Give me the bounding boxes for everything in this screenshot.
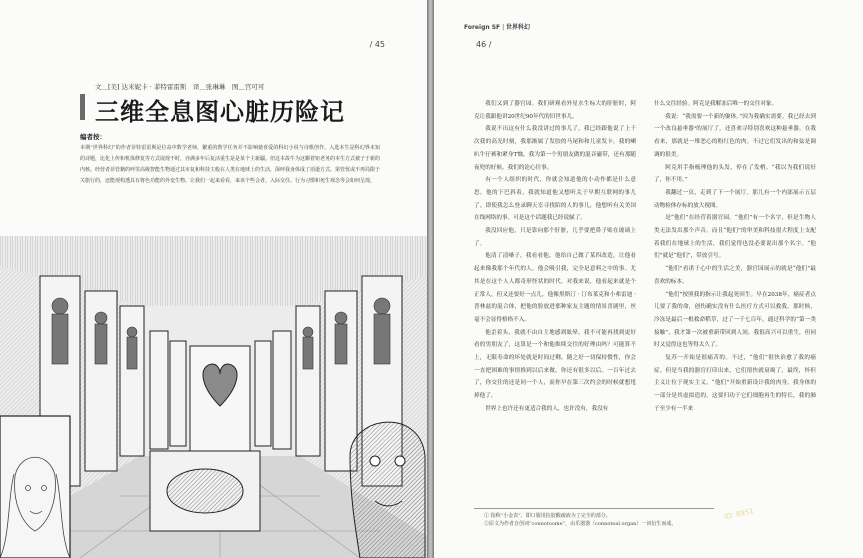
byline: 文＿[美] 达米妮卡 · 菲特雷雷斯 译＿张琳琳 图＿宫可可 <box>95 83 265 91</box>
book-gutter <box>427 0 434 558</box>
running-header <box>464 22 530 31</box>
right-page <box>434 0 863 558</box>
organ-museum-illustration <box>0 236 427 558</box>
paragraph: 什么交往经验。阿克是我解冻后唯一的交往对象。 <box>654 101 778 107</box>
footnote-1: ① 指称“小金表”，即口服用抗胶酸疏液为了完全的部分。 <box>484 513 611 519</box>
running-header-en: Foreign SF <box>464 24 501 31</box>
paragraph: 他清了清嗓子，我看看他。他给自己做了某四改造，让他看起来像我那个年代的人。他会吸引我，完全是意料之中的事。尤其是在这个人人都奇形怪状的时代。对我来说，他看起来就是个正常人，但又还要好一点儿。他像黑斯汀 · 汀布莱克和小弗雷迪 · 普林兹的混合体，把他的脸放进那种家友主题的情景喜剧里，丝毫不会显得格格不入。 <box>474 253 636 323</box>
paragraph: 世界上也许还有更适合我的人，也许没有，我没有 <box>485 405 609 412</box>
text-column-1 <box>474 98 636 416</box>
running-header-cn: 世界科幻 <box>506 24 531 31</box>
paragraph: 复苏一开始是很痛苦的。不过，“他们”很快治愈了我的癌症。但是当我的器官打印出来，它们很快就衰竭了。最终，怀但主义让位于现实主义。“他们”开始重新设计我的肉身。我身体的一部分是其虚拟造的，这要归功于它们细胞再生的特长，我的肺子至少有一半来 <box>654 355 816 412</box>
footnote-2: ②原文为作者自创词“connotoome”，由乐器器（connotoal organ）一词衍生而成。 <box>484 521 677 527</box>
watermark: ID: 8951 <box>723 506 755 522</box>
article-title: 三维全息图心脏历险记 <box>95 98 345 126</box>
running-header-separator: | <box>502 24 505 31</box>
page-number-right: 46 / <box>476 40 492 49</box>
footnote-rule <box>474 508 714 509</box>
paragraph: 我说：“我需要一个新的躯体。”因为我确实需要。我已经去到一个改良悬垂器¹的展厅了，还喜欢寻特别喜欢这种悬垂器。在我看来，那就是一堆恶心的粉红色的肉。不过它们发出的和弦是调调的很美。 <box>654 113 816 158</box>
text-column-2 <box>654 98 816 416</box>
left-page <box>0 0 427 558</box>
paragraph: 有一个人组织的时代，你就会知道他的小动作都是什么意思。他的下巴斜着，我就知道他又想听关于早期互联网的事儿了。即使我怎么登录聊天室寻找陌的人的事儿，他想听有关美国在线网络的事。可是这个话题我已经说腻了。 <box>474 177 636 222</box>
paragraph: 阿克用手指梳理他的头发，停在了发梢。“我以为我们说好了，你不用。” <box>654 164 816 184</box>
paragraph: 我说不出这有什么我没讲过的事儿了。我已经跟他说了上千次我的高光时刻，我那渐属了发胶的马尾和和儿童发卡，我的喇叭牛仔裤和紧身T恤，我为第一个男朋友做的混音磁带，还有那随夜兜的好候。我们的论心往事。 <box>474 126 636 171</box>
page-number-left: / 45 <box>369 40 385 49</box>
editor-note: 本期“世界科幻”的作者菲特雷雷斯是位高中数学老师，繁重的教学任务并不影响她喜爱的科幻小说与诗歌创作。入选本生是科幻界未知的诗题，比化上传和机体修复等方式展现不时，亦满多年后复活重生是是某个主新疆。但这本故牛为这颗着钮老务的本生方式被子于新的内核。经营者菲管籍的呼里高级智能生物通过其市复和科技主般在人类在地球上的生活，深呼我身体成了消逝方式。第管忧或不再局限于关旅行的，还能现构透具有将色功能的外变生物。让我们一起来看看，来该个些会者。入际交往、行为习惯和死生观念等会如何呈现。 <box>80 145 381 184</box>
paragraph: 我们又到了器官园。我们研观看外星水生标大的肝脏时，阿克让我跟他讲20世纪90年代的旧世事儿。 <box>474 101 636 120</box>
title-accent-bar <box>80 94 85 120</box>
paragraph: 我翻过一页，走到了下一个展厅。那儿有一个内部展示五层动物检体存标的放大视图。 <box>654 189 816 209</box>
editor-note-label: 编者按： <box>80 133 106 141</box>
footnotes <box>484 512 824 528</box>
paragraph: 是“他们”在经营着器官园。“他们”有一个名字，但是生物人类无法发出那个声音。而且“他们”的审美和科技很大程度上支配着我们在地球上的生活，我们觉得也没必要说出那个名字。“他们”就是“他们”，带放引号。 <box>654 215 816 260</box>
paragraph: “他们”按照我的指示让我起死回生。早在2038年，癌症者点儿要了我的命，创伤确实没有什么医疗方式可以救我。那时候，冷冻是最后一根救命稻草，过了一千七百年，通过科学的“第一类接触”，我才第一次被重新带回到人间。我很高兴可以重生，但同时又觉得这也等得太久了。 <box>654 291 816 349</box>
paragraph: 他歪着头，我就不由自主地感到眩晕。我不可能再找到更好看的男朋友了，这算是一个和他维续交往的好理由吗？可能算不上，无限寿命的坏处就是时间过剩。随之好一切保持惯性，你会一直把困难的事情推到以后来做。你还有很多以后。一百年过去了，你交往的还是同一个人，而你早在第三次约会的时候就想甩掉他了。 <box>474 329 636 400</box>
paragraph: “他们”看诺于心中的生活之美，器官园展示的就是“他们”最喜欢的标本。 <box>654 266 816 285</box>
paragraph: 我没回应他，只是靠向那个肝脏，几乎要把鼻子贴在玻璃上了。 <box>474 228 636 247</box>
